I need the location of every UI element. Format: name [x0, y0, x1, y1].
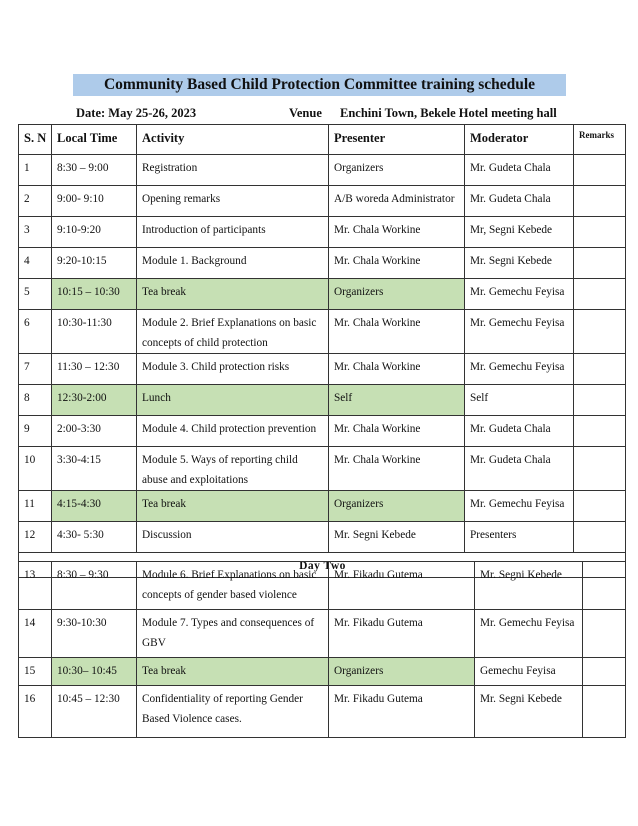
cell-presenter: Organizers [329, 155, 465, 186]
table-row [19, 310, 626, 354]
cell-time: 9:00- 9:10 [52, 186, 137, 217]
cell-presenter: Mr. Fikadu Gutema [329, 686, 475, 738]
cell-remarks [574, 354, 626, 385]
table-row [19, 610, 626, 658]
cell-sn: 1 [19, 155, 52, 186]
cell-presenter: Mr. Segni Kebede [329, 522, 465, 553]
cell-activity: Module 4. Child protection prevention [137, 416, 329, 447]
cell-presenter: Mr. Chala Workine [329, 248, 465, 279]
date-line: Date: May 25-26, 2023 [76, 106, 197, 120]
table-row [19, 217, 626, 248]
table-row [19, 447, 626, 491]
cell-moderator: Mr. Gudeta Chala [465, 186, 574, 217]
cell-moderator: Mr. Gemechu Feyisa [465, 491, 574, 522]
cell-sn: 4 [19, 248, 52, 279]
header-sn: S. N [19, 125, 52, 155]
cell-moderator: Mr. Gemechu Feyisa [465, 310, 574, 354]
cell-sn: 15 [19, 658, 52, 686]
cell-time: 3:30-4:15 [52, 447, 137, 491]
cell-sn: 10 [19, 447, 52, 491]
cell-activity: Module 2. Brief Explanations on basic concepts of child protection [137, 310, 329, 354]
header-local-time: Local Time [52, 125, 137, 155]
cell-remarks [574, 310, 626, 354]
cell-moderator: Mr. Gudeta Chala [465, 416, 574, 447]
cell-sn: 3 [19, 217, 52, 248]
cell-activity: Module 3. Child protection risks [137, 354, 329, 385]
header-activity: Activity [137, 125, 329, 155]
cell-moderator: Presenters [465, 522, 574, 553]
cell-time: 4:15-4:30 [52, 491, 137, 522]
cell-presenter: Self [329, 385, 465, 416]
cell-presenter: Mr. Fikadu Gutema [329, 610, 475, 658]
cell-remarks [583, 658, 626, 686]
schedule-table-day-two [18, 561, 626, 738]
cell-presenter: Mr. Chala Workine [329, 310, 465, 354]
header-remarks: Remarks [574, 125, 626, 155]
cell-remarks [574, 279, 626, 310]
cell-remarks [574, 416, 626, 447]
cell-moderator: Mr. Gemechu Feyisa [475, 610, 583, 658]
cell-sn: 14 [19, 610, 52, 658]
table-row [19, 522, 626, 553]
cell-activity: Lunch [137, 385, 329, 416]
cell-presenter: Mr. Chala Workine [329, 447, 465, 491]
cell-moderator: Mr. Gemechu Feyisa [465, 354, 574, 385]
cell-remarks [583, 686, 626, 738]
cell-presenter: Organizers [329, 279, 465, 310]
header-moderator: Moderator [465, 125, 574, 155]
cell-moderator: Self [465, 385, 574, 416]
cell-sn: 12 [19, 522, 52, 553]
document-title: Community Based Child Protection Committee training schedule [73, 74, 566, 96]
cell-activity: Opening remarks [137, 186, 329, 217]
table-row-tea-break [19, 658, 626, 686]
cell-remarks [574, 186, 626, 217]
cell-time: 4:30- 5:30 [52, 522, 137, 553]
cell-time: 2:00-3:30 [52, 416, 137, 447]
schedule-table-day-one [18, 124, 626, 578]
header-row [19, 125, 626, 155]
cell-activity: Module 1. Background [137, 248, 329, 279]
cell-moderator: Mr. Gudeta Chala [465, 155, 574, 186]
cell-remarks [583, 610, 626, 658]
cell-presenter: A/B woreda Administrator [329, 186, 465, 217]
cell-time: 8:30 – 9:30 [52, 562, 137, 610]
cell-remarks [583, 562, 626, 610]
cell-time: 10:45 – 12:30 [52, 686, 137, 738]
cell-remarks [574, 447, 626, 491]
header-presenter: Presenter [329, 125, 465, 155]
cell-sn: 13 [19, 562, 52, 610]
cell-activity: Confidentiality of reporting Gender Based Violence cases. [137, 686, 329, 738]
cell-sn: 8 [19, 385, 52, 416]
cell-time: 10:15 – 10:30 [52, 279, 137, 310]
cell-time: 11:30 – 12:30 [52, 354, 137, 385]
cell-time: 9:30-10:30 [52, 610, 137, 658]
cell-moderator: Gemechu Feyisa [475, 658, 583, 686]
cell-time: 10:30– 10:45 [52, 658, 137, 686]
cell-moderator: Mr, Segni Kebede [465, 217, 574, 248]
cell-activity: Tea break [137, 658, 329, 686]
cell-sn: 11 [19, 491, 52, 522]
cell-time: 9:20-10:15 [52, 248, 137, 279]
cell-activity: Tea break [137, 279, 329, 310]
table-row [19, 354, 626, 385]
cell-time: 9:10-9:20 [52, 217, 137, 248]
cell-presenter: Mr. Chala Workine [329, 354, 465, 385]
table-row [19, 155, 626, 186]
day-two-label: Day Two [19, 553, 626, 578]
cell-moderator: Mr. Segni Kebede [465, 248, 574, 279]
cell-moderator: Mr. Gemechu Feyisa [465, 279, 574, 310]
cell-activity: Module 6. Brief Explanations on basic concepts of gender based violence [137, 562, 329, 610]
cell-sn: 2 [19, 186, 52, 217]
cell-time: 12:30-2:00 [52, 385, 137, 416]
cell-remarks [574, 248, 626, 279]
cell-presenter: Organizers [329, 658, 475, 686]
cell-sn: 7 [19, 354, 52, 385]
cell-sn: 16 [19, 686, 52, 738]
table-row [19, 686, 626, 738]
table-row [19, 248, 626, 279]
venue-label: Venue [289, 106, 322, 120]
cell-time: 10:30-11:30 [52, 310, 137, 354]
cell-remarks [574, 522, 626, 553]
cell-sn: 6 [19, 310, 52, 354]
cell-presenter: Organizers [329, 491, 465, 522]
venue-text: Enchini Town, Bekele Hotel meeting hall [340, 106, 557, 120]
cell-remarks [574, 491, 626, 522]
cell-time: 8:30 – 9:00 [52, 155, 137, 186]
cell-moderator: Mr. Segni Kebede [475, 562, 583, 610]
cell-activity: Discussion [137, 522, 329, 553]
cell-remarks [574, 217, 626, 248]
cell-presenter: Mr. Chala Workine [329, 416, 465, 447]
cell-activity: Tea break [137, 491, 329, 522]
table-row [19, 562, 626, 610]
table-row-tea-break [19, 491, 626, 522]
cell-moderator: Mr. Segni Kebede [475, 686, 583, 738]
cell-activity: Module 7. Types and consequences of GBV [137, 610, 329, 658]
cell-remarks [574, 155, 626, 186]
cell-activity: Introduction of participants [137, 217, 329, 248]
cell-activity: Registration [137, 155, 329, 186]
cell-sn: 9 [19, 416, 52, 447]
cell-remarks [574, 385, 626, 416]
table-row [19, 416, 626, 447]
table-row [19, 186, 626, 217]
cell-sn: 5 [19, 279, 52, 310]
cell-presenter: Mr. Chala Workine [329, 217, 465, 248]
cell-activity: Module 5. Ways of reporting child abuse and exploitations [137, 447, 329, 491]
cell-moderator: Mr. Gudeta Chala [465, 447, 574, 491]
table-row-lunch [19, 385, 626, 416]
table-row-tea-break [19, 279, 626, 310]
cell-presenter: Mr. Fikadu Gutema [329, 562, 475, 610]
